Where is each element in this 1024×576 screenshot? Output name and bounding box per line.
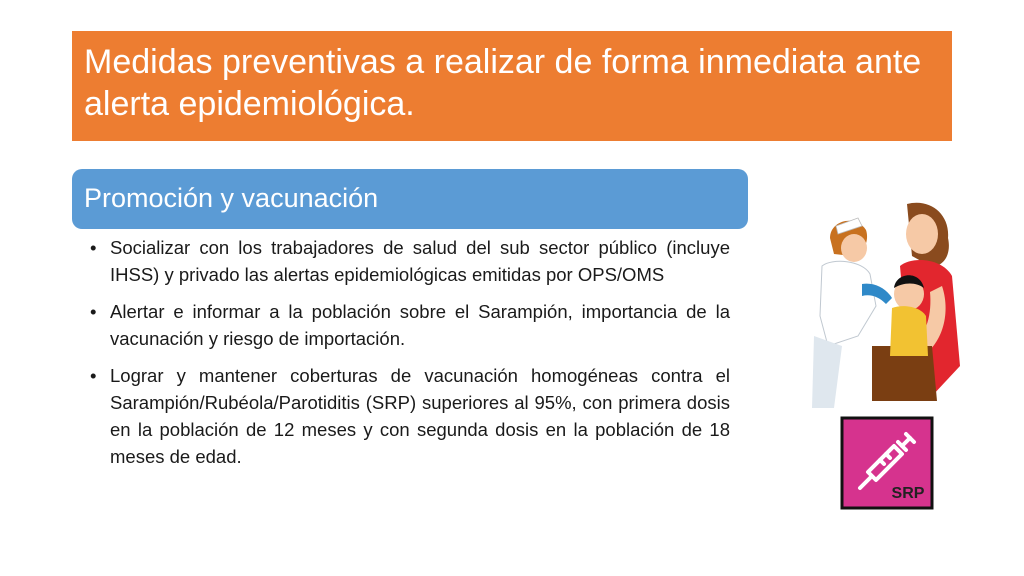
syringe-icon — [840, 416, 934, 510]
bullet-text: Socializar con los trabajadores de salud del sub sector público (incluye IHSS) y privado las alertas epidemiológicas emitidas por OPS/OMS — [110, 237, 730, 285]
bullet-marker: • — [90, 237, 97, 258]
slide-title: Medidas preventivas a realizar de forma inmediata ante alerta epidemiológica. — [84, 43, 922, 123]
bullet-list — [90, 234, 730, 480]
section-header — [72, 169, 748, 229]
title-banner — [72, 31, 952, 141]
section-title: Promoción y vacunación — [84, 183, 379, 213]
bullet-text: Alertar e informar a la población sobre el Sarampión, importancia de la vacunación y riesgo de importación. — [110, 301, 730, 349]
bullet-item — [90, 362, 730, 470]
bullet-item — [90, 298, 730, 352]
bullet-text: Lograr y mantener coberturas de vacunación homogéneas contra el Sarampión/Rubéola/Parotiditis (SRP) superiores al 95%, con primera dosis en la población de 12 meses y con segunda dosis en la población de 18 meses de edad. — [110, 365, 730, 467]
bullet-item — [90, 234, 730, 288]
vaccination-illustration — [812, 196, 962, 408]
srp-label: SRP — [891, 485, 925, 502]
bullet-marker: • — [90, 301, 97, 322]
bullet-marker: • — [90, 365, 97, 386]
